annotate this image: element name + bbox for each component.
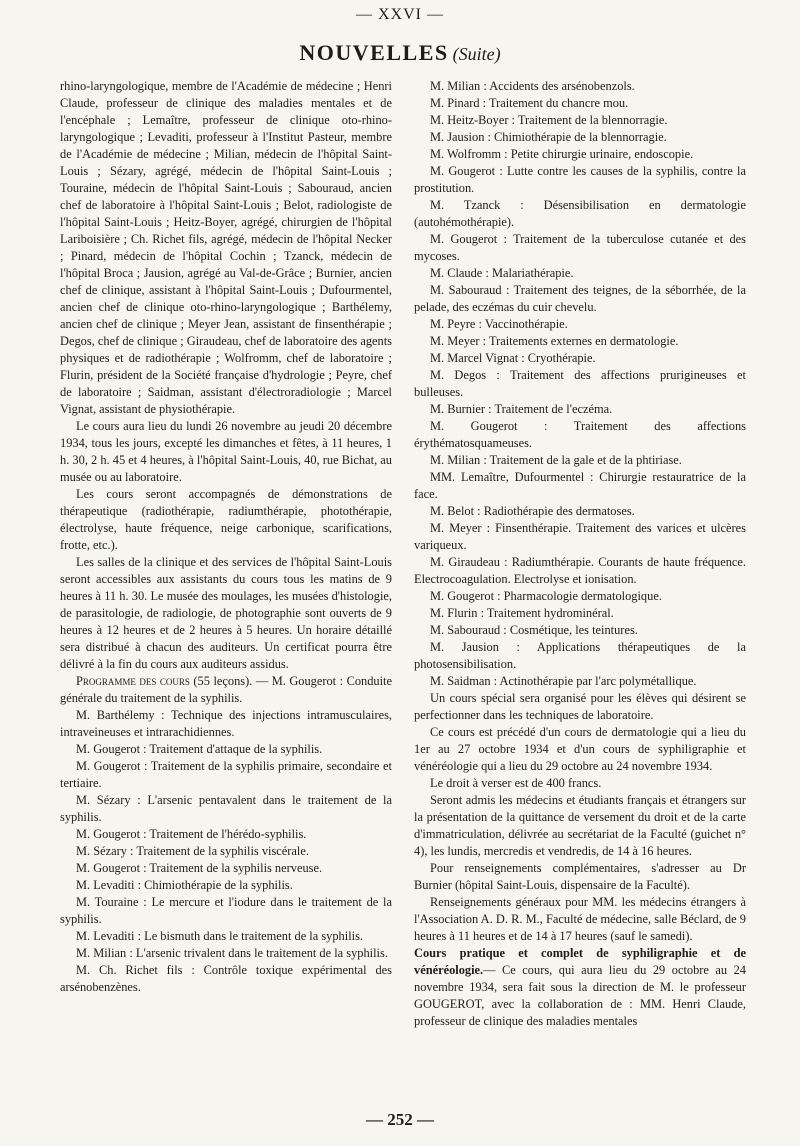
left-column (60, 78, 392, 996)
list-item: M. Ch. Richet fils : Contrôle toxique expérimental des arsénobenzènes. (60, 963, 392, 994)
paragraph: Le droit à verser est de 400 francs. (430, 776, 602, 790)
list-item: M. Gougerot : Traitement des affections érythématosquameuses. (414, 419, 746, 450)
section-header (0, 40, 800, 66)
list-item: M. Degos : Traitement des affections prurigineuses et bulleuses. (414, 368, 746, 399)
list-item: M. Gougerot : Traitement de l'hérédo-syphilis. (76, 827, 307, 841)
list-item: M. Milian : Accidents des arsénobenzols. (430, 79, 635, 93)
list-item: M. Giraudeau : Radiumthérapie. Courants de haute fréquence. Electrocoagulation. Electrolyse et ionisation. (414, 555, 746, 586)
paragraph: Renseignements généraux pour MM. les médecins étrangers à l'Association A. D. R. M., Faculté de médecine, salle Béclard, de 9 heures à 11 heures et de 14 à 17 heures (sauf le samedi). (414, 895, 746, 943)
list-item: M. Gougerot : Traitement de la syphilis nerveuse. (76, 861, 323, 875)
list-item: M. Claude : Malariathérapie. (430, 266, 574, 280)
list-item: M. Milian : L'arsenic trivalent dans le traitement de la syphilis. (76, 946, 388, 960)
paragraph (414, 945, 746, 1030)
paragraph: Seront admis les médecins et étudiants français et étrangers sur la présentation de la quittance de versement du droit et de la carte d'immatriculation, délivrée au secrétariat de la Faculté (guichet n° 4), les lundis, mercredis et vendredis, de 14 à 16 heures. (414, 793, 746, 858)
list-item: MM. Lemaître, Dufourmentel : Chirurgie restauratrice de la face. (414, 470, 746, 501)
list-item: M. Heitz-Boyer : Traitement de la blennorragie. (430, 113, 668, 127)
list-item: M. Burnier : Traitement de l'eczéma. (430, 402, 613, 416)
list-item: M. Saidman : Actinothérapie par l'arc polymétallique. (430, 674, 697, 688)
section-title: NOUVELLES (299, 40, 449, 65)
program-intro: (55 leçons). — M. Gougerot : Conduite générale du traitement de la syphilis. (60, 674, 392, 705)
list-item: M. Flurin : Traitement hydrominéral. (430, 606, 614, 620)
paragraph: Le cours aura lieu du lundi 26 novembre au jeudi 20 décembre 1934, tous les jours, excepté les dimanches et fêtes, à 11 heures, 1 h. 30, 2 h. 45 et 4 heures, à l'hôpital Saint-Louis, 40, rue Bichat, au musée ou au laboratoire. (60, 419, 392, 484)
list-item: M. Sabouraud : Cosmétique, les teintures. (430, 623, 638, 637)
program-label: Programme des cours (76, 674, 190, 688)
list-item: M. Gougerot : Traitement de la tuberculose cutanée et des mycoses. (414, 232, 746, 263)
list-item: M. Milian : Traitement de la gale et de la phtiriase. (430, 453, 682, 467)
list-item: M. Barthélemy : Technique des injections intramusculaires, intraveineuses et intrarachidiennes. (60, 708, 392, 739)
right-column (414, 78, 746, 1030)
list-item: M. Jausion : Chimiothérapie de la blennorragie. (430, 130, 667, 144)
list-item: M. Tzanck : Désensibilisation en dermatologie (autohémothérapie). (414, 198, 746, 229)
list-item: M. Wolfromm : Petite chirurgie urinaire, endoscopie. (430, 147, 694, 161)
list-item: M. Jausion : Applications thérapeutiques de la photosensibilisation. (414, 640, 746, 671)
paragraph: Les salles de la clinique et des services de l'hôpital Saint-Louis seront accessibles aux assistants du cours tous les matins de 9 heures à 11 h. 30. Le musée des moulages, les musées d'histologie, de parasitologie, de radiologie, de photographie sont ouverts de 9 heures à 12 heures et de 2 heures à 5 heures. Un horaire détaillé sera distribué à chacun des auditeurs. Un certificat pourra être délivré à la fin du cours aux auditeurs assidus. (60, 555, 392, 671)
list-item: M. Sézary : L'arsenic pentavalent dans le traitement de la syphilis. (60, 793, 392, 824)
section-subtitle: (Suite) (452, 44, 501, 64)
paragraph: rhino-laryngologique, membre de l'Académie de médecine ; Henri Claude, professeur de clinique des maladies mentales et de l'encéphale ; Lemaître, professeur de clinique oto-rhino-laryngologique ; Levaditi, professeur à l'Institut Pasteur, membre de l'Académie de médecine ; Milian, médecin de l'hôpital Saint-Louis ; Sézary, agrégé, médecin de l'hôpital Saint-Louis ; Touraine, médecin de l'hôpital Saint-Louis ; Sabouraud, ancien chef de laboratoire à l'hôpital Saint-Louis ; Belot, radiologiste de l'hôpital Saint-Louis ; Heitz-Boyer, agrégé, chirurgien de l'hôpital Lariboisière ; Ch. Richet fils, agrégé, médecin de l'hôpital Necker ; Pinard, médecin de l'hôpital Cochin ; Tzanck, médecin de l'hôpital Broca ; Jausion, agrégé au Val-de-Grâce ; Burnier, ancien chef de clinique, assistant à l'hôpital Saint-Louis ; Dufourmentel, ancien chef de clinique oto-rhino-laryngologique ; Barthélemy, ancien chef de clinique ; Meyer Jean, assistant de finsenthérapie ; Degos, chef de clinique ; Giraudeau, chef de laboratoire des agents physiques et de radiothérapie ; Wolfromm, chef de laboratoire ; Flurin, président de la Société française d'hydrologie ; Peyre, chef de laboratoire ; Saidman, assistant d'électroradiologie ; Marcel Vignat, assistant de physiothérapie. (60, 79, 392, 416)
list-item: M. Gougerot : Traitement d'attaque de la syphilis. (76, 742, 323, 756)
list-item: M. Gougerot : Pharmacologie dermatologique. (430, 589, 662, 603)
list-item: M. Gougerot : Lutte contre les causes de la syphilis, contre la prostitution. (414, 164, 746, 195)
list-item: M. Pinard : Traitement du chancre mou. (430, 96, 629, 110)
list-item: M. Meyer : Traitements externes en dermatologie. (430, 334, 679, 348)
paragraph: Ce cours est précédé d'un cours de dermatologie qui a lieu du 1er au 27 octobre 1934 et d'un cours de syphiligraphie et vénéréologie qui a lieu du 29 octobre au 24 novembre 1934. (414, 725, 746, 773)
list-item: M. Sézary : Traitement de la syphilis viscérale. (76, 844, 309, 858)
list-item: M. Levaditi : Chimiothérapie de la syphilis. (76, 878, 293, 892)
list-item: M. Marcel Vignat : Cryothérapie. (430, 351, 596, 365)
list-item: M. Meyer : Finsenthérapie. Traitement des varices et ulcères variqueux. (414, 521, 746, 552)
course-text: — Ce cours, qui aura lieu du 29 octobre au 24 novembre 1934, sera fait sous la direction de M. le professeur GOUGEROT, avec la collaboration de : MM. Henri Claude, professeur de clinique des maladies mentales (414, 963, 746, 1028)
list-item: M. Sabouraud : Traitement des teignes, de la séborrhée, de la pelade, des eczémas du cuir chevelu. (414, 283, 746, 314)
list-item: M. Touraine : Le mercure et l'iodure dans le traitement de la syphilis. (60, 895, 392, 926)
list-item: M. Belot : Radiothérapie des dermatoses. (430, 504, 635, 518)
list-item: M. Gougerot : Traitement de la syphilis primaire, secondaire et tertiaire. (60, 759, 392, 790)
paragraph: Pour renseignements complémentaires, s'adresser au Dr Burnier (hôpital Saint-Louis, dispensaire de la Faculté). (414, 861, 746, 892)
paragraph: Un cours spécial sera organisé pour les élèves qui désirent se perfectionner dans les techniques de laboratoire. (414, 691, 746, 722)
page-number: — 252 — (366, 1110, 434, 1129)
paragraph: Les cours seront accompagnés de démonstrations de thérapeutique (radiothérapie, radiumthérapie, photothérapie, électrolyse, haute fréquence, neige carbonique, scarifications, frotte, etc.). (60, 487, 392, 552)
program-heading (60, 673, 392, 707)
list-item: M. Levaditi : Le bismuth dans le traitement de la syphilis. (76, 929, 363, 943)
roman-page-number: — XXVI — (356, 6, 444, 23)
list-item: M. Peyre : Vaccinothérapie. (430, 317, 568, 331)
course-heading: Cours pratique et complet de syphiligraphie et de vénéréologie. (414, 946, 746, 977)
